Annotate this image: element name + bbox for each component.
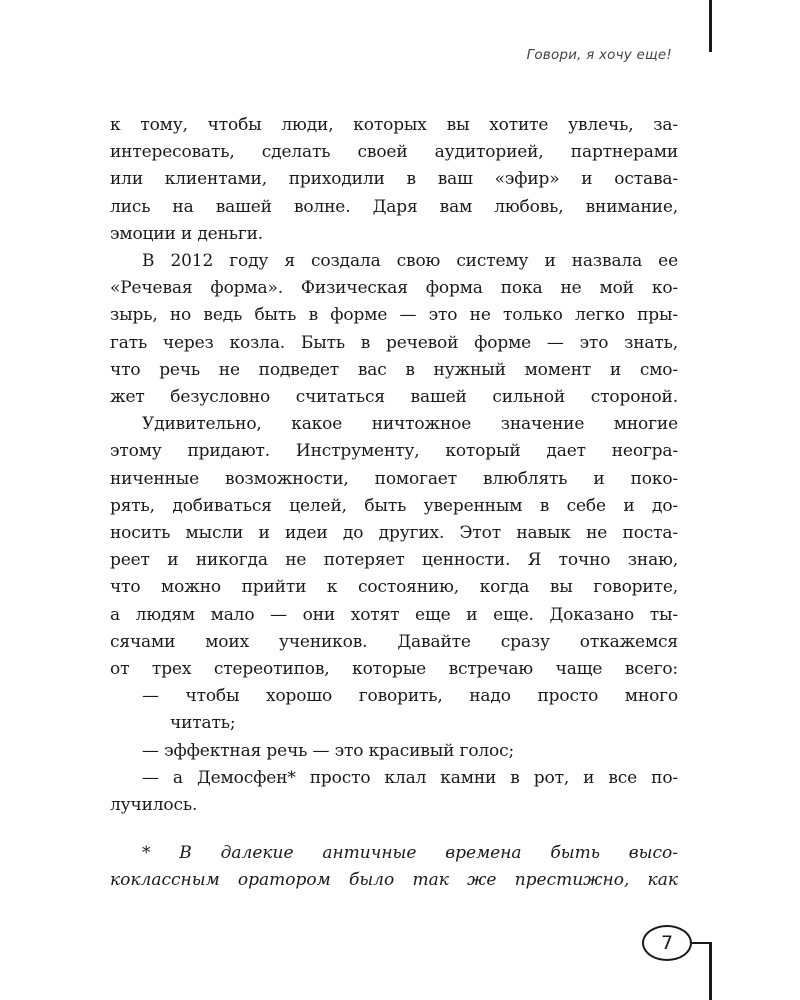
text-line: что речь не подведет вас в нужный момент и смо- (110, 359, 678, 380)
text-line: «Речевая форма». Физическая форма пока не мой ко- (110, 278, 678, 299)
page-edge-line-top (709, 0, 712, 52)
text-line: лись на вашей волне. Даря вам любовь, внимание, (110, 196, 678, 217)
text-line: интересовать, сделать своей аудиторией, партнерами (110, 142, 678, 163)
footnote (110, 840, 678, 894)
list-item: — эффектная речь — это красивый голос; (142, 740, 515, 761)
text-line: гать через козла. Быть в речевой форме — это знать, (110, 332, 678, 353)
text-line: реет и никогда не потеряет ценности. Я точно знаю, (110, 550, 678, 571)
text-line: ниченные возможности, помогает влюблять и поко- (110, 468, 678, 489)
page-edge-line-bottom (709, 942, 712, 1000)
text-line: а людям мало — они хотят еще и еще. Доказано ты- (110, 604, 678, 625)
list-item: — чтобы хорошо говорить, надо просто много (142, 686, 678, 707)
text-line: зырь, но ведь быть в форме — это не только легко пры- (110, 305, 678, 326)
text-line: В 2012 году я создала свою систему и назвала ее (142, 251, 678, 272)
page-number: 7 (642, 925, 692, 961)
list-item-continuation: лучилось. (110, 795, 198, 816)
running-header: Говори, я хочу еще! (526, 47, 672, 63)
text-line: этому придают. Инструменту, который дает неогра- (110, 441, 678, 462)
footnote-line: коклассным оратором было так же престижно, как (110, 870, 678, 891)
text-line: эмоции и деньги. (110, 223, 264, 244)
list-item: — а Демосфен* просто клал камни в рот, и все по- (142, 767, 678, 788)
body-text (110, 112, 678, 819)
text-line: рять, добиваться целей, быть уверенным в себе и до- (110, 495, 678, 516)
text-line: или клиентами, приходили в ваш «эфир» и остава- (110, 169, 678, 190)
text-line: Удивительно, какое ничтожное значение многие (142, 414, 678, 435)
list-item-continuation: читать; (170, 713, 236, 734)
text-line: что можно прийти к состоянию, когда вы говорите, (110, 577, 678, 598)
text-line: жет безусловно считаться вашей сильной стороной. (110, 387, 678, 408)
text-line: к тому, чтобы люди, которых вы хотите увлечь, за- (110, 115, 678, 135)
text-line: от трех стереотипов, которые встречаю чаще всего: (110, 659, 678, 680)
text-line: носить мысли и идеи до других. Этот навык не поста- (110, 523, 678, 544)
text-line: сячами моих учеников. Давайте сразу откажемся (110, 631, 678, 652)
footnote-line: * В далекие античные времена быть высо- (142, 843, 678, 863)
